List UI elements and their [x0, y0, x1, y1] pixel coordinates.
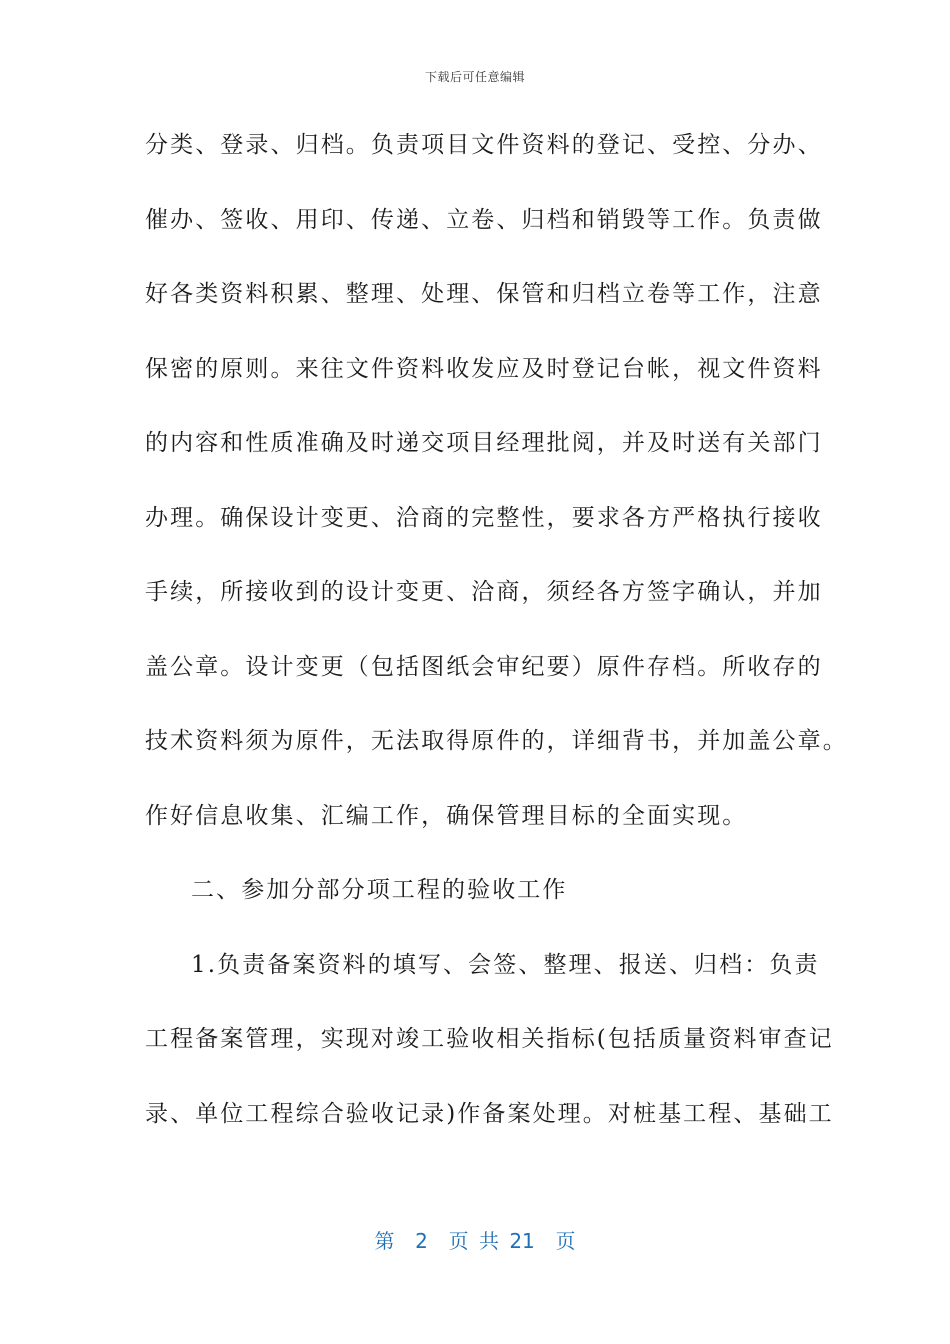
text-line: 分类、登录、归档。负责项目文件资料的登记、受控、分办、: [145, 132, 823, 158]
text-line: 作好信息收集、汇编工作，确保管理目标的全面实现。: [145, 802, 748, 829]
document-body: [145, 122, 848, 1165]
text-line: 盖公章。设计变更（包括图纸会审纪要）原件存档。所收存的: [145, 653, 823, 680]
page-number-footer: 第 2 页 共 21 页: [374, 1229, 576, 1253]
text-line: 1.负责备案资料的填写、会签、整理、报送、归档：负责: [191, 951, 820, 978]
text-line: 技术资料须为原件，无法取得原件的，详细背书，并加盖公章。: [145, 728, 848, 754]
section-heading: 二、参加分部分项工程的验收工作: [191, 877, 568, 903]
page-header-note: 下载后可任意编辑: [424, 70, 525, 84]
text-line: 的内容和性质准确及时递交项目经理批阅，并及时送有关部门: [145, 430, 823, 456]
text-line: 录、单位工程综合验收记录)作备案处理。对桩基工程、基础工: [145, 1100, 834, 1127]
text-line: 催办、签收、用印、传递、立卷、归档和销毁等工作。负责做: [145, 206, 823, 233]
text-line: 保密的原则。来往文件资料收发应及时登记台帐，视文件资料: [145, 355, 823, 382]
text-line: 工程备案管理，实现对竣工验收相关指标(包括质量资料审查记: [145, 1026, 834, 1052]
text-line: 好各类资料积累、整理、处理、保管和归档立卷等工作，注意: [145, 281, 823, 307]
text-line: 办理。确保设计变更、洽商的完整性，要求各方严格执行接收: [145, 504, 823, 531]
text-line: 手续，所接收到的设计变更、洽商，须经各方签字确认，并加: [145, 579, 823, 605]
